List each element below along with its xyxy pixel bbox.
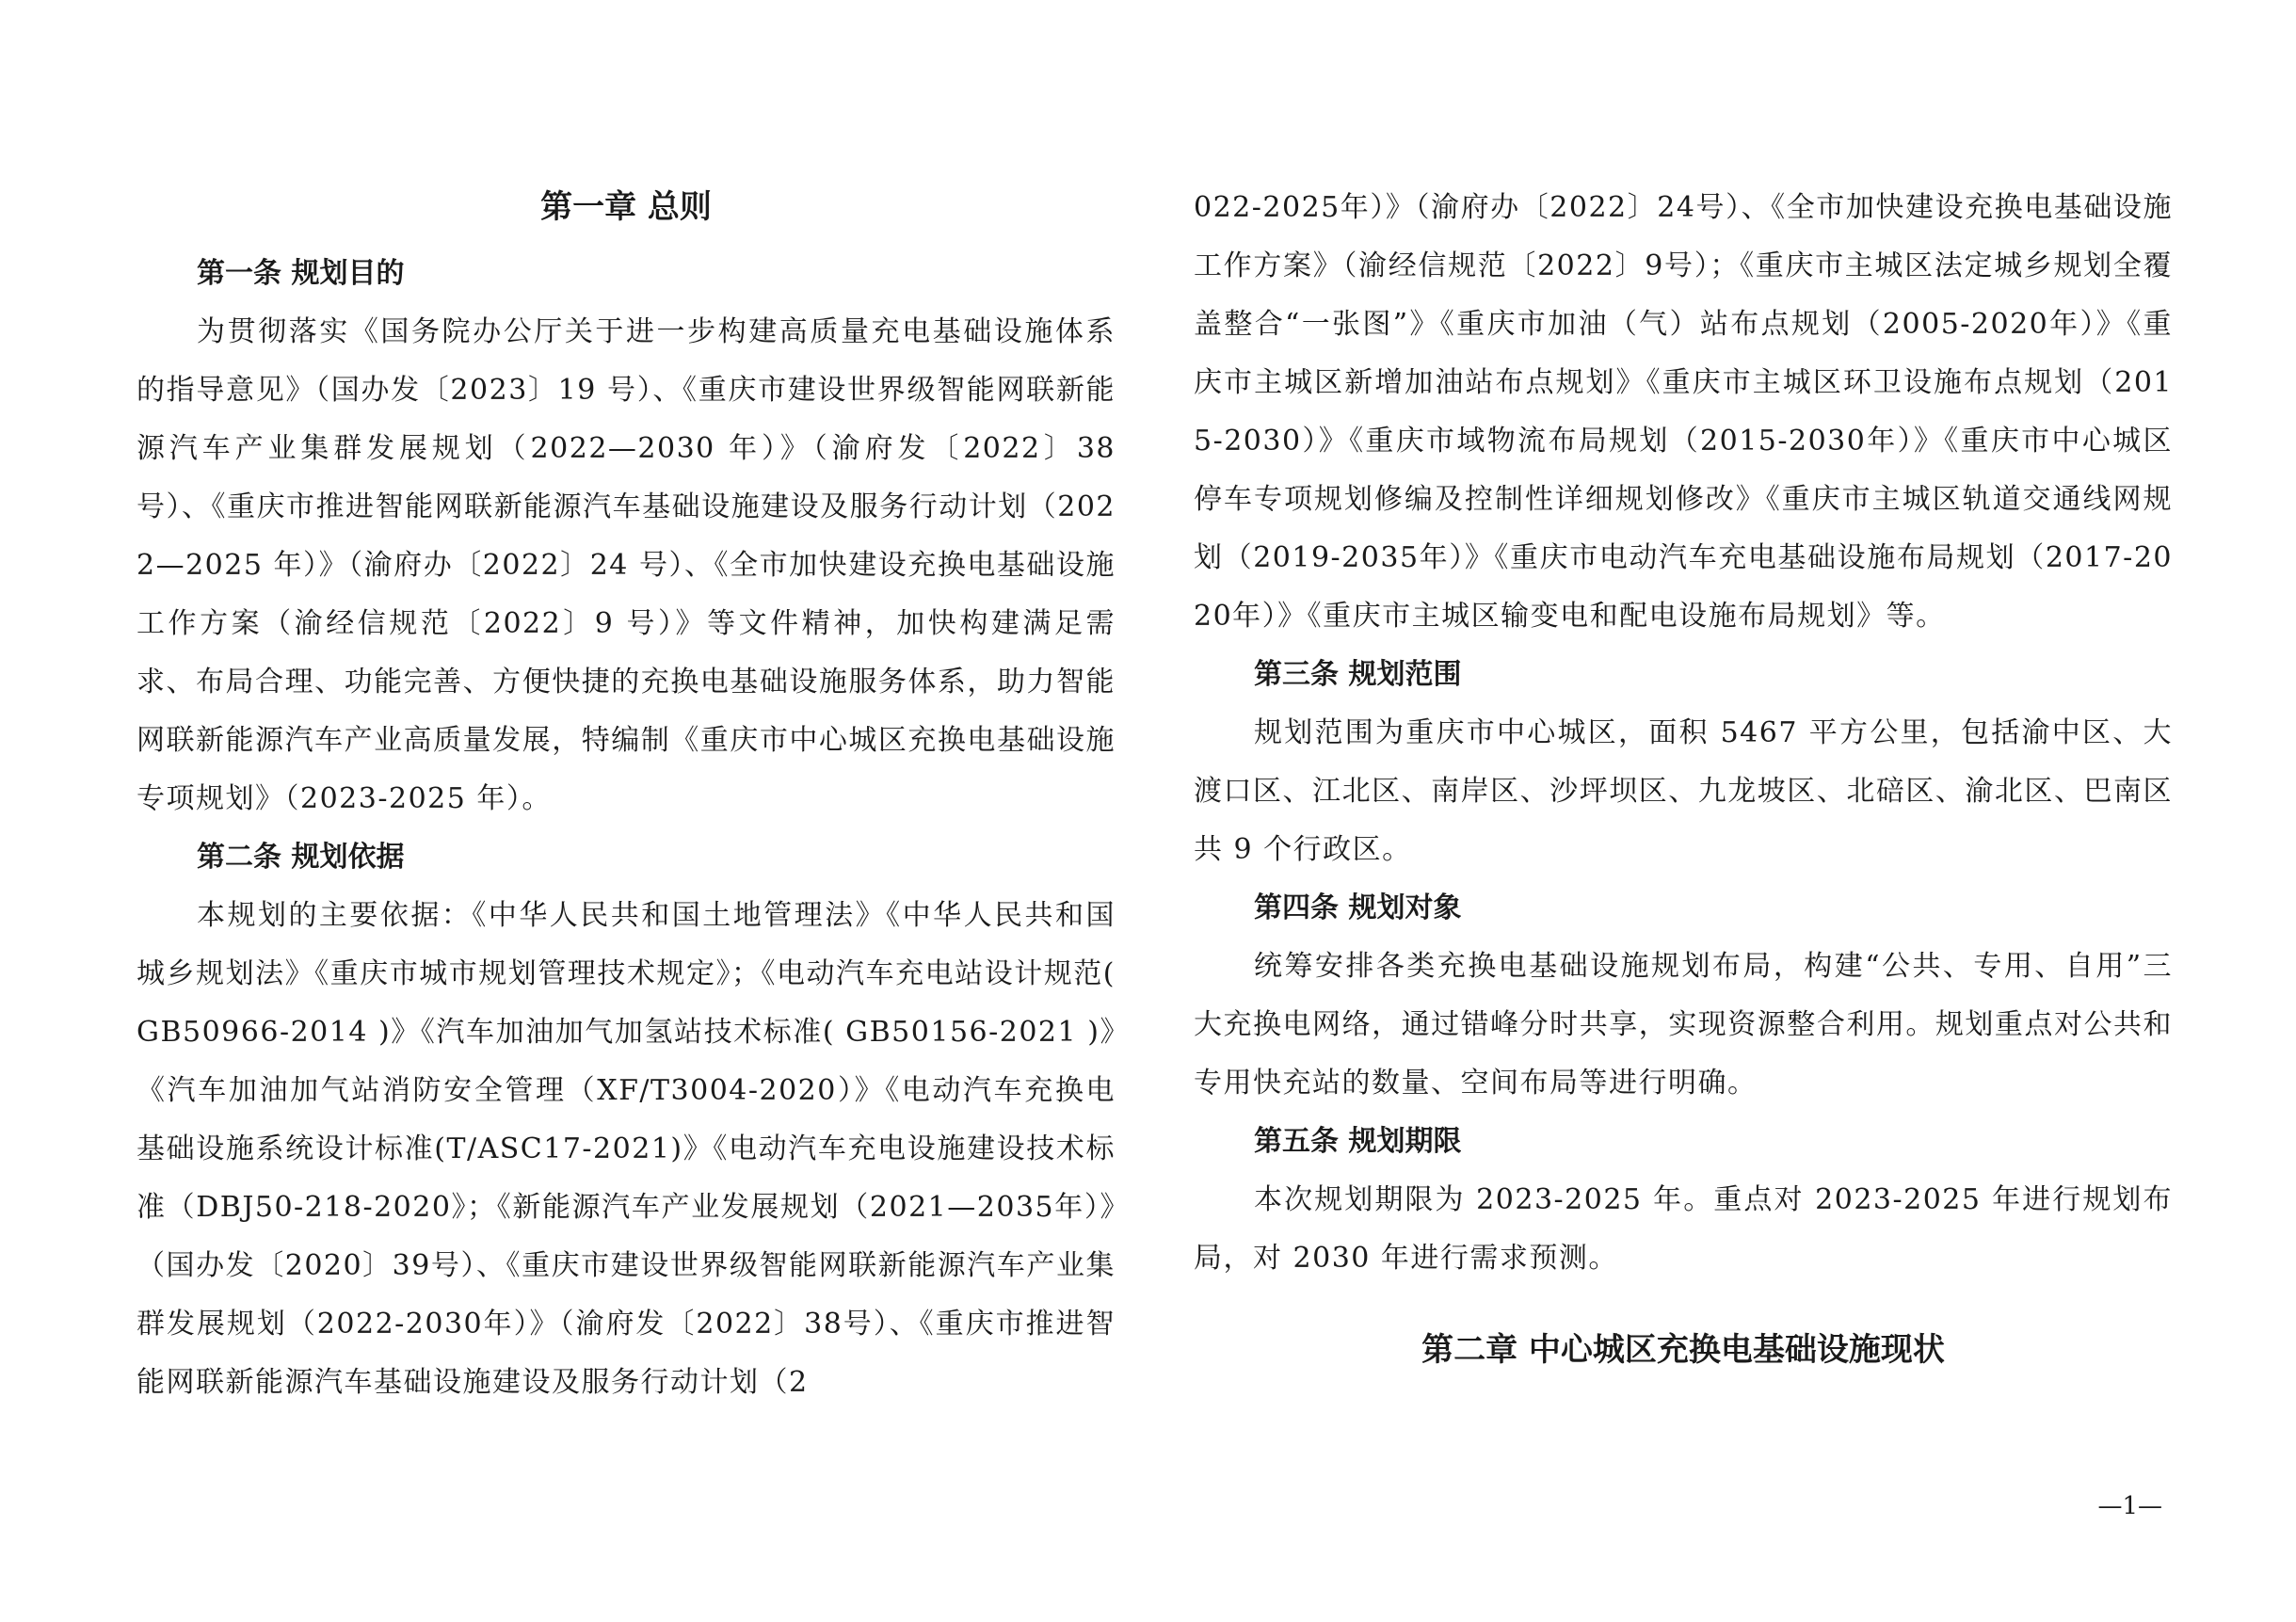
article-two-heading: 第二条 规划依据 [197, 841, 405, 874]
article-two-text: 本规划的主要依据：《中华人民共和国土地管理法》《中华人民共和国城乡规划法》《重庆市城市规划管理技术规定》；《电动汽车充电站设计规范( GB50966-2014 )》《汽车加油加气加氢站技术标准( GB50156-2021 )》《汽车加油加气站消防安全管理（XF/T3004-2020）》《电动汽车充换电基础设施系统设计标准(T/ASC17-2021)》《电动汽车充电设施建设技术标准（DBJ50-218-2020》；《新能源汽车产业发展规划（2021—2035年）》（国办发〔2020〕39号）、《重庆市建设世界级智能网联新能源汽车产业集群发展规划（2022-2030年）》（渝府发〔2022〕38号）、《重庆市推进智能网联新能源汽车基础设施建设及服务行动计划（2 [136, 899, 1116, 1399]
article-five-text: 本次规划期限为 2023-2025 年。重点对 2023-2025 年进行规划布局，对 2030 年进行需求预测。 [1194, 1183, 2173, 1275]
right-column [1194, 179, 2173, 1388]
chapter-two-title: 第二章 中心城区充换电基础设施现状 [1421, 1331, 1945, 1369]
article-three-heading: 第三条 规划范围 [1254, 658, 1462, 691]
article-five-heading: 第五条 规划期限 [1254, 1125, 1462, 1158]
chapter-one-title: 第一章 总则 [540, 188, 712, 226]
article-one-text: 为贯彻落实《国务院办公厅关于进一步构建高质量充电基础设施体系的指导意见》（国办发〔2023〕19 号）、《重庆市建设世界级智能网联新能源汽车产业集群发展规划（2022—2030 年）》（渝府发〔2022〕38 号）、《重庆市推进智能网联新能源汽车基础设施建设及服务行动计划（2022—2025 年）》（渝府办〔2022〕24 号）、《全市加快建设充换电基础设施工作方案（渝经信规范〔2022〕9 号）》等文件精神，加快构建满足需求、布局合理、功能完善、方便快捷的充换电基础设施服务体系，助力智能网联新能源汽车产业高质量发展，特编制《重庆市中心城区充换电基础设施专项规划》（2023-2025 年）。 [136, 315, 1116, 815]
article-three-text: 规划范围为重庆市中心城区，面积 5467 平方公里，包括渝中区、大渡口区、江北区、南岸区、沙坪坝区、九龙坡区、北碚区、渝北区、巴南区共 9 个行政区。 [1194, 716, 2173, 866]
page-number: —1— [2097, 1492, 2162, 1520]
article-two-continuation: 022-2025年）》（渝府办〔2022〕24号）、《全市加快建设充换电基础设施工作方案》（渝经信规范〔2022〕9号）；《重庆市主城区法定城乡规划全覆盖整合“一张图”》《重庆市加油（气）站布点规划（2005-2020年）》《重庆市主城区新增加油站布点规划》《重庆市主城区环卫设施布点规划（2015-2030）》《重庆市域物流布局规划（2015-2030年）》《重庆市中心城区停车专项规划修编及控制性详细规划修改》《重庆市主城区轨道交通线网规划（2019-2035年）》《重庆市电动汽车充电基础设施布局规划（2017-2020年）》《重庆市主城区输变电和配电设施布局规划》等。 [1194, 191, 2173, 633]
article-four-text: 统筹安排各类充换电基础设施规划布局，构建“公共、专用、自用”三大充换电网络，通过错峰分时共享，实现资源整合利用。规划重点对公共和专用快充站的数量、空间布局等进行明确。 [1194, 950, 2173, 1100]
article-one-heading: 第一条 规划目的 [197, 257, 405, 290]
article-four-heading: 第四条 规划对象 [1254, 891, 1462, 924]
left-column [136, 179, 1116, 1412]
